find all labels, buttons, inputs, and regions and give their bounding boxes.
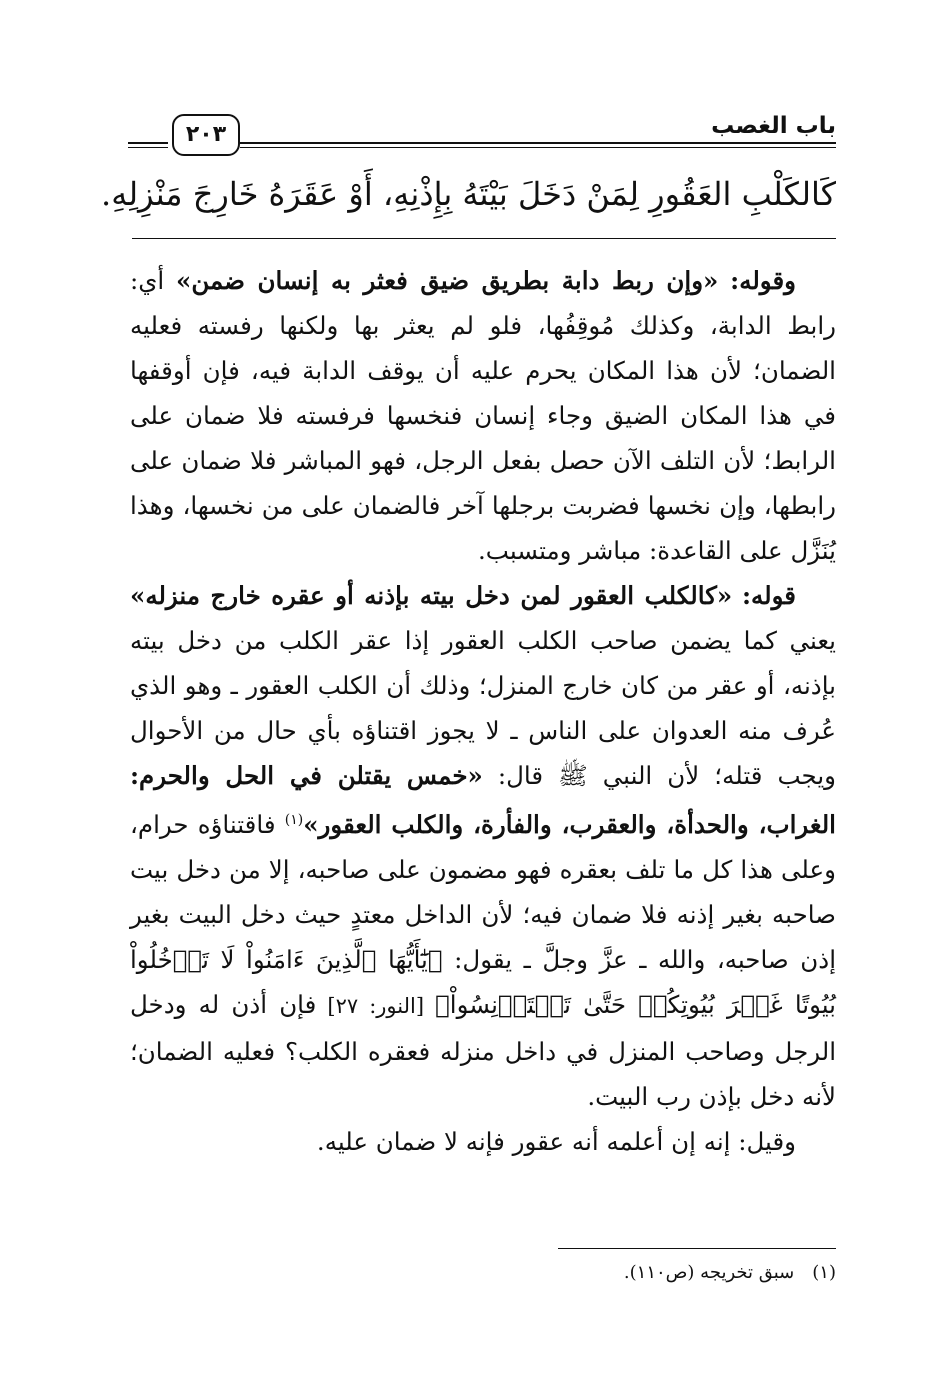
footnote-text: سبق تخريجه (ص١١٠). <box>623 1262 795 1283</box>
quran-ayah: ﴿يَٰٓأَيُّهَا ٱلَّذِينَ ءَامَنُواْ لَا تَدۡخُلُواْ بُيُوتًا غَيۡرَ بُيُوتِكُمۡ حَتَّىٰ تَسۡتَأۡنِسُواْ﴾ <box>130 945 836 1020</box>
commentary-body <box>130 258 836 1164</box>
paragraph-2-quote: «كالكلب العقور لمن دخل بيته بإذنه أو عقره خارج منزله» <box>130 581 733 610</box>
paragraph-2-text-a: يعني كما يضمن صاحب الكلب العقور إذا عقر الكلب من دخل بيته بإذنه، أو عقر من كان خارج المنزل؛ وذلك أن الكلب العقور ـ وهو الذي عُرف منه العدوان على الناس ـ لا يجوز اقتناؤه بأي حال من الأحوال ويجب قتله؛ لأن النبي ﷺ قال: <box>130 626 836 790</box>
paragraph-1-lead: وقوله: <box>730 266 796 295</box>
paragraph-2-text-b: فاقتناؤه حرام، وعلى هذا كل ما تلف بعقره فهو مضمون على صاحبه، إلا من دخل بيت صاحبه بغير إذنه فلا ضمان فيه؛ لأن الداخل معتدٍ حيث دخل البيت بغير إذن صاحبه، والله ـ عزَّ وجلَّ ـ يقول: <box>130 810 836 975</box>
page-number: ٢٠٣ <box>172 114 240 156</box>
hadith-quote: «خمس يقتلن في الحل والحرم: الغراب، والحدأة، والعقرب، والفأرة، والكلب العقور» <box>130 761 836 840</box>
chapter-title: باب الغصب <box>711 113 836 139</box>
ayah-reference: [النور: ٢٧] <box>316 994 436 1019</box>
header-rule-short <box>128 142 168 148</box>
footnote-marker: (١) <box>284 812 304 828</box>
paragraph-1 <box>130 258 836 573</box>
matn-text: كَالكَلْبِ العَقُورِ لِمَنْ دَخَلَ بَيْتَهُ بِإِذْنِهِ، أَوْ عَقَرَهُ خَارِجَ مَنْزِلِهِ. <box>101 175 836 213</box>
matn-divider <box>132 238 836 239</box>
paragraph-1-quote: «وإن ربط دابة بطريق ضيق فعثر به إنسان ضمن» <box>176 266 719 295</box>
header-rule <box>240 142 836 148</box>
paragraph-2-text-c: فإن أذن له ودخل الرجل وصاحب المنزل في داخل منزله فعقره الكلب؟ فعليه الضمان؛ لأنه دخل بإذن رب البيت. <box>130 990 836 1112</box>
paragraph-1-text: أي: رابط الدابة، وكذلك مُوقِفُها، فلو لم يعثر بها ولكنها رفسته فعليه الضمان؛ لأن هذا المكان يحرم عليه أن يوقف الدابة فيه، فإن أوقفها في هذا المكان الضيق وجاء إنسان فنخسها فرفسته فلا ضمان على الرابط؛ لأن التلف الآن حصل بفعل الرجل، فهو المباشر فلا ضمان على رابطها، وإن نخسها فضربت برجلها آخر فالضمان على من نخسها، وهذا يُنَزَّل على القاعدة: مباشر ومتسبب. <box>130 266 836 565</box>
footnote <box>130 1260 836 1286</box>
paragraph-2 <box>130 573 836 1119</box>
footnote-divider <box>558 1248 836 1249</box>
running-header <box>128 108 836 156</box>
paragraph-3: وقيل: إنه إن أعلمه أنه عقور فإنه لا ضمان عليه. <box>316 1127 796 1157</box>
footnote-number: (١) <box>812 1262 836 1283</box>
paragraph-2-lead: قوله: <box>741 581 796 610</box>
